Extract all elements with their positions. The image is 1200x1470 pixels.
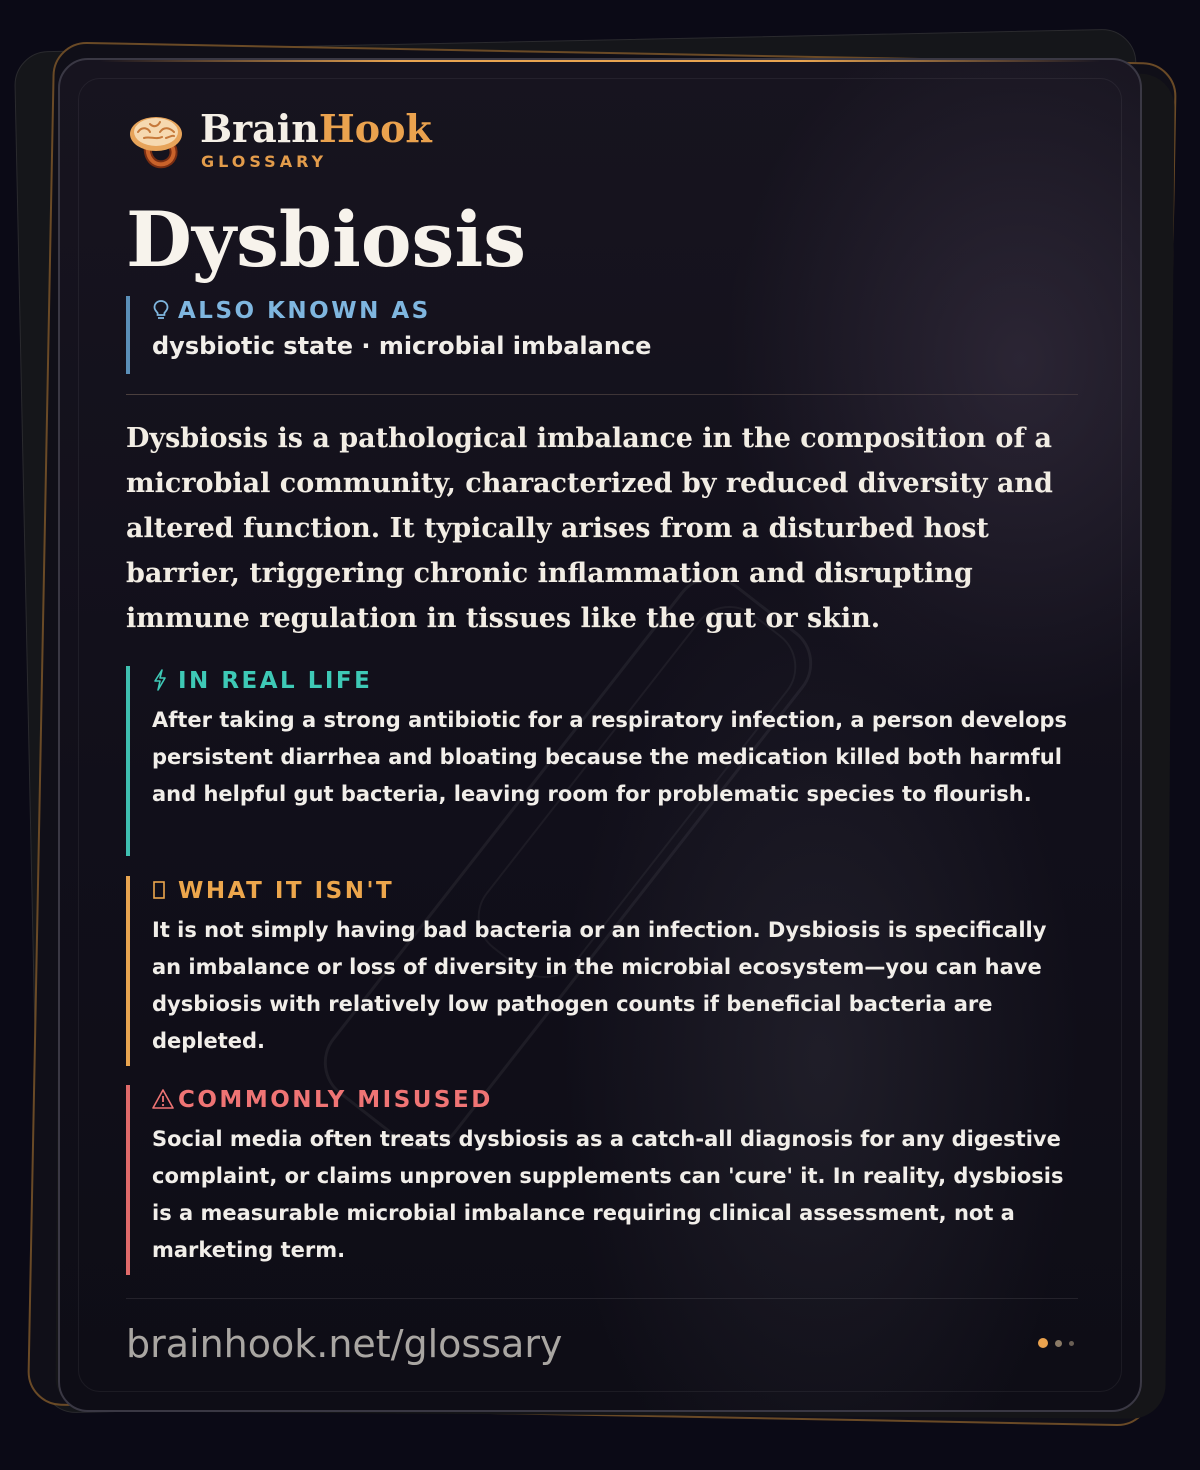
definition-text: Dysbiosis is a pathological imbalance in the composition of a microbial community, characterized by reduced diversity and altered function. It typically arises from a disturbed host barrier, triggering chronic inflammation and disrupting immune regulation in tissues like the gut or skin. <box>126 423 1053 634</box>
brain-hook-icon <box>126 110 186 170</box>
missing-glyph-icon <box>152 876 178 906</box>
term-title: Dysbiosis <box>126 195 527 284</box>
commonly-misused-heading-row <box>152 1085 1078 1115</box>
what-it-isnt-block <box>126 876 1078 1066</box>
also-known-as-heading: ALSO KNOWN AS <box>178 298 431 324</box>
commonly-misused-block <box>126 1085 1078 1275</box>
footer-url[interactable]: brainhook.net/glossary <box>126 1322 563 1366</box>
pagination-dots <box>1038 1338 1078 1350</box>
in-real-life-heading-row <box>152 666 1078 696</box>
background-glass-shape <box>308 560 829 1165</box>
divider <box>126 394 1078 395</box>
lightbulb-icon <box>152 296 178 326</box>
what-it-isnt-heading-row <box>152 876 1078 906</box>
lightning-icon <box>152 666 178 696</box>
brand-name-part1: Brain <box>200 106 319 151</box>
dot <box>1069 1341 1074 1346</box>
warning-icon <box>152 1085 178 1115</box>
also-known-as-heading-row <box>152 296 1078 326</box>
in-real-life-block <box>126 666 1078 856</box>
in-real-life-body: After taking a strong antibiotic for a respiratory infection, a person develops persistent diarrhea and bloating because the medication killed both harmful and helpful gut bacteria, leaving room for problematic species to flourish. <box>152 708 1068 806</box>
brand-header <box>126 106 526 176</box>
brand-name <box>200 106 432 152</box>
brand-subtitle: GLOSSARY <box>201 152 328 171</box>
dot <box>1055 1340 1062 1347</box>
footer-divider <box>126 1298 1078 1299</box>
also-known-as-block <box>126 296 1078 374</box>
commonly-misused-heading: COMMONLY MISUSED <box>178 1087 493 1113</box>
what-it-isnt-heading: WHAT IT ISN'T <box>178 878 395 904</box>
glossary-card <box>58 58 1142 1412</box>
commonly-misused-body: Social media often treats dysbiosis as a catch-all diagnosis for any digestive complaint, or claims unproven supplements can 'cure' it. In reality, dysbiosis is a measurable microbial imbalance requiring clinical assessment, not a marketing term. <box>152 1127 1064 1262</box>
in-real-life-heading: IN REAL LIFE <box>178 668 373 694</box>
also-known-as-value: dysbiotic state · microbial imbalance <box>152 332 652 360</box>
dot-active <box>1038 1338 1048 1348</box>
what-it-isnt-body: It is not simply having bad bacteria or an infection. Dysbiosis is specifically an imbalance or loss of diversity in the microbial ecosystem—you can have dysbiosis with relatively low pathogen counts if beneficial bacteria are depleted. <box>152 918 1047 1053</box>
brand-name-part2: Hook <box>318 106 432 151</box>
